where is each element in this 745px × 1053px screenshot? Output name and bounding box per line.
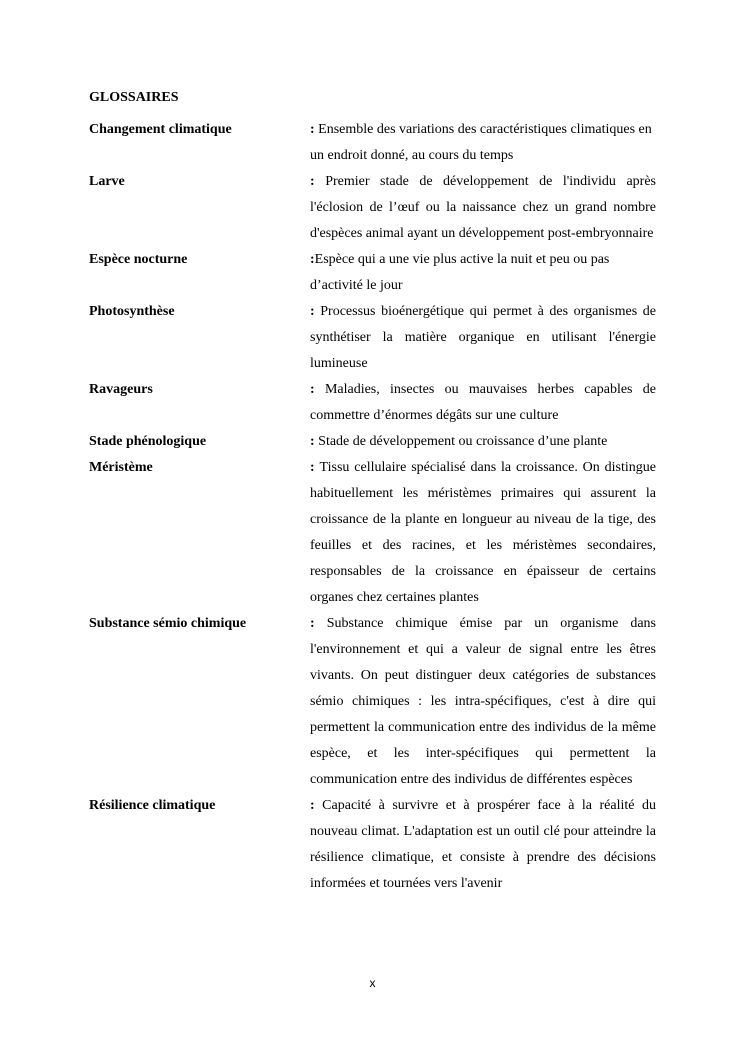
glossary-definition xyxy=(310,117,656,169)
definition-colon: : xyxy=(310,460,320,475)
glossary-definition xyxy=(310,169,656,247)
glossary-definition xyxy=(310,455,656,611)
glossary-entry-meristeme xyxy=(89,455,656,611)
definition-colon: : xyxy=(310,304,321,319)
page-title: GLOSSAIRES xyxy=(89,90,179,105)
glossary-entry-ravageurs xyxy=(89,377,656,429)
definition-colon: : xyxy=(310,616,327,631)
glossary xyxy=(89,117,656,897)
definition-text: Maladies, insectes ou mauvaises herbes capables de commettre d’énormes dégâts sur une culture xyxy=(310,382,656,423)
definition-text: Tissu cellulaire spécialisé dans la croissance. On distingue habituellement les méristèmes primaires qui assurent la croissance de la plante en longueur au niveau de la tige, des feuilles et des racines, et les méristèmes secondaires, responsables de la croissance en épaisseur de certains organes chez certaines plantes xyxy=(310,460,656,605)
definition-text: Processus bioénergétique qui permet à des organismes de synthétiser la matière organique en utilisant l'énergie lumineuse xyxy=(310,304,656,371)
page-number: x xyxy=(369,976,376,990)
glossary-entry-larve xyxy=(89,169,656,247)
definition-text: Ensemble des variations des caractéristiques climatiques en un endroit donné, au cours du temps xyxy=(310,122,652,163)
glossary-term: Espèce nocturne xyxy=(89,252,188,267)
definition-colon: : xyxy=(310,798,323,813)
definition-colon: : xyxy=(310,122,319,137)
glossary-definition xyxy=(310,299,656,377)
glossary-definition xyxy=(310,793,656,897)
glossary-entry-resilience-climatique xyxy=(89,793,656,897)
definition-text: Capacité à survivre et à prospérer face à la réalité du nouveau climat. L'adaptation est un outil clé pour atteindre la résilience climatique, et consiste à prendre des décisions informées et tournées vers l'avenir xyxy=(310,798,656,891)
glossary-term: Méristème xyxy=(89,460,153,475)
definition-colon: : xyxy=(310,434,319,449)
glossary-term: Photosynthèse xyxy=(89,304,175,319)
glossary-term: Substance sémio chimique xyxy=(89,616,247,631)
glossary-definition xyxy=(310,429,656,455)
glossary-entry-changement-climatique xyxy=(89,117,656,169)
glossary-definition xyxy=(310,377,656,429)
glossary-term: Stade phénologique xyxy=(89,434,207,449)
glossary-term: Ravageurs xyxy=(89,382,153,397)
definition-colon: : xyxy=(310,174,326,189)
glossary-term: Résilience climatique xyxy=(89,798,216,813)
glossary-term: Changement climatique xyxy=(89,122,232,137)
definition-text: Stade de développement ou croissance d’une plante xyxy=(318,434,608,449)
glossary-definition xyxy=(310,247,656,299)
definition-text: Espèce qui a une vie plus active la nuit et peu ou pas d’activité le jour xyxy=(310,252,610,293)
glossary-entry-espece-nocturne xyxy=(89,247,656,299)
glossary-term: Larve xyxy=(89,174,125,189)
definition-colon: : xyxy=(310,252,315,267)
glossary-entry-stade-phenologique xyxy=(89,429,656,455)
glossary-entry-substance-semio-chimique xyxy=(89,611,656,793)
definition-text: Premier stade de développement de l'individu après l'éclosion de l’œuf ou la naissance chez un grand nombre d'espèces animal ayant un développement post-embryonnaire xyxy=(310,174,656,241)
definition-text: Substance chimique émise par un organisme dans l'environnement et qui a valeur de signal entre les êtres vivants. On peut distinguer deux catégories de substances sémio chimiques : les intra-spécifiques, c'est à dire qui permettent la communication entre des individus de la même espèce, et les inter-spécifiques qui permettent la communication entre des individus de différentes espèces xyxy=(310,616,656,787)
glossary-definition xyxy=(310,611,656,793)
definition-colon: : xyxy=(310,382,325,397)
glossary-entry-photosynthese xyxy=(89,299,656,377)
